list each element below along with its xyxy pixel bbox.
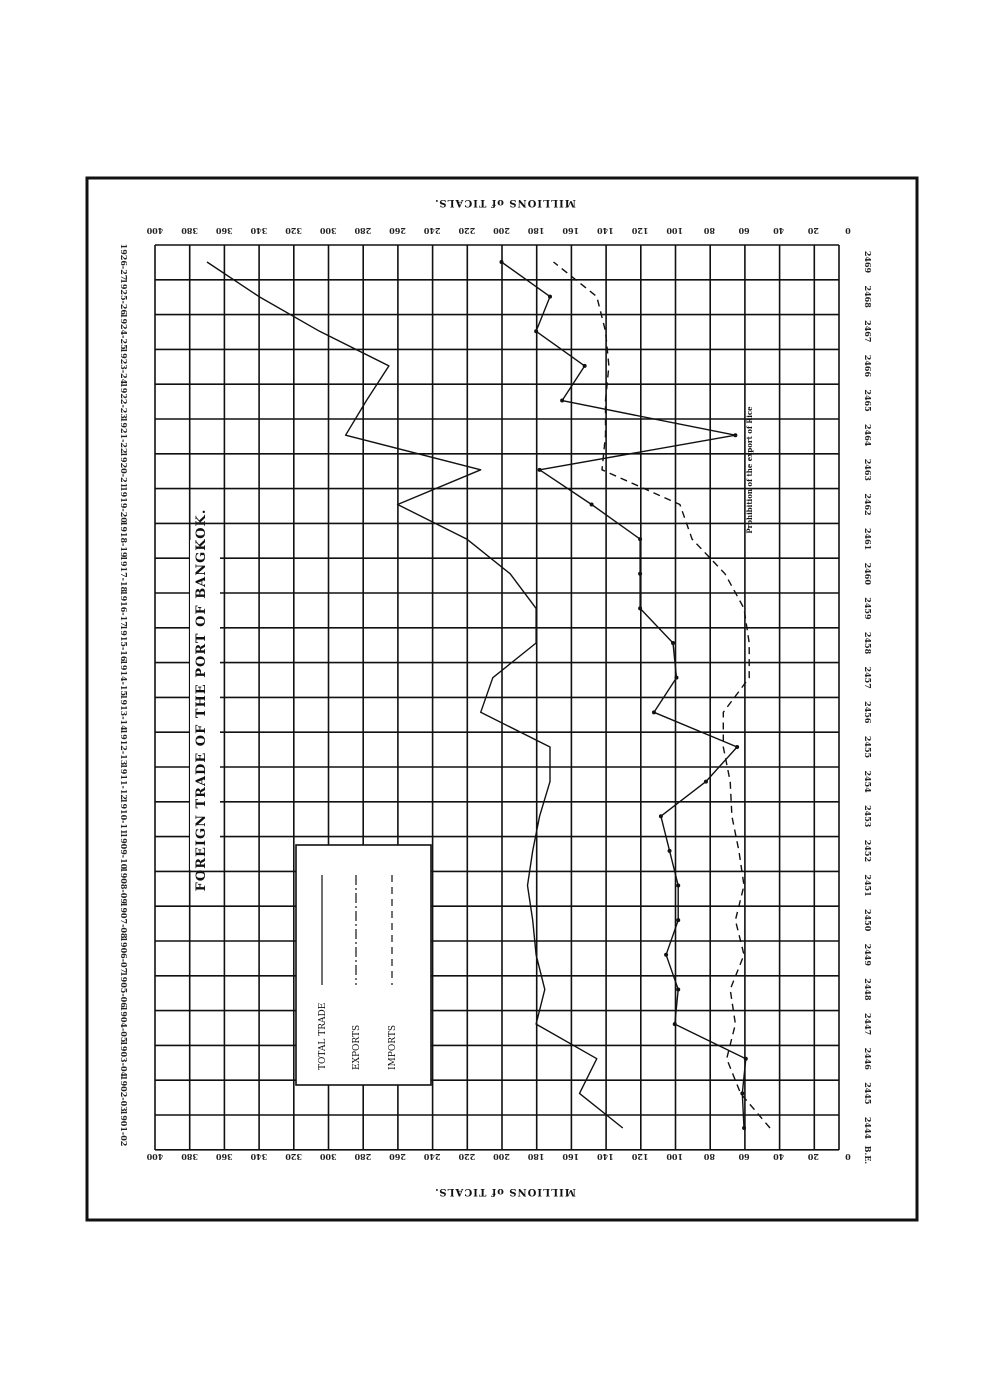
data-point <box>548 295 552 299</box>
year-label-left: 1910-11 <box>119 797 129 835</box>
bottom-tick-label: 360 <box>215 1152 233 1162</box>
data-point <box>560 399 564 403</box>
bottom-tick-label: 400 <box>146 1152 164 1162</box>
year-label-left: 1916-17 <box>119 590 129 627</box>
data-point <box>583 364 587 368</box>
year-label-right: 2466 <box>863 354 873 378</box>
year-label-left: 1909-10 <box>119 832 129 870</box>
bottom-tick-label: 80 <box>703 1152 715 1162</box>
data-point <box>652 710 656 714</box>
year-label-right: 2462 <box>863 493 873 516</box>
bottom-tick-label: 340 <box>250 1152 268 1162</box>
top-tick-label: 380 <box>181 226 199 236</box>
bottom-tick-label: 120 <box>631 1152 649 1162</box>
top-tick-label: 80 <box>703 226 715 236</box>
year-label-left: 1915-16 <box>119 624 129 662</box>
bottom-tick-label: 40 <box>773 1152 785 1162</box>
bottom-tick-label: 60 <box>738 1152 750 1162</box>
bottom-tick-label: 240 <box>423 1152 441 1162</box>
data-point <box>673 1022 677 1026</box>
bottom-tick-label: 280 <box>354 1152 372 1162</box>
data-point <box>590 502 594 506</box>
bottom-tick-label: 220 <box>458 1152 476 1162</box>
year-label-right: 2445 <box>863 1082 873 1105</box>
top-tick-label: 320 <box>285 226 302 236</box>
top-tick-label: 260 <box>389 226 406 236</box>
year-label-left: 1904-05 <box>119 1005 129 1043</box>
data-point <box>676 918 680 922</box>
data-point <box>744 1057 748 1061</box>
year-label-left: 1914-15 <box>119 659 129 697</box>
year-label-left: 1905-06 <box>119 971 129 1008</box>
year-label-left: 1906-07 <box>119 936 129 974</box>
year-label-left: 1926-27 <box>119 243 129 281</box>
top-tick-label: 360 <box>215 226 233 236</box>
rice-annotation: Prohibition of the export of Rice <box>745 406 754 534</box>
year-label-left: 1902-03 <box>119 1075 129 1112</box>
year-label-right: 2467 <box>863 320 873 343</box>
bottom-tick-label: 180 <box>527 1152 545 1162</box>
year-label-right: 2465 <box>863 389 873 412</box>
data-point <box>674 676 678 680</box>
data-point <box>538 468 542 472</box>
top-tick-label: 120 <box>631 226 649 236</box>
year-label-right: 2448 <box>863 978 873 1001</box>
year-label-right: 2464 <box>863 424 873 447</box>
chart-title: FOREIGN TRADE OF THE PORT OF BANGKOK. <box>194 508 209 892</box>
data-point <box>733 433 737 437</box>
top-tick-label: 100 <box>666 226 684 236</box>
bottom-tick-label: 200 <box>493 1152 510 1162</box>
year-label-left: 1924-25 <box>119 312 129 350</box>
year-label-right: 2451 <box>863 874 873 897</box>
legend-label-1: TOTAL TRADE <box>318 1002 328 1070</box>
era-prefix: B.E. <box>863 1145 873 1165</box>
data-point <box>676 884 680 888</box>
bottom-tick-label: 320 <box>285 1152 302 1162</box>
year-label-right: 2446 <box>863 1047 873 1070</box>
top-tick-label: 20 <box>807 226 819 236</box>
top-tick-label: 340 <box>250 226 268 236</box>
year-label-left: 1922-23 <box>119 382 129 419</box>
year-label-right: 2454 <box>863 770 873 793</box>
year-label-right: 2469 <box>863 250 873 274</box>
data-point <box>740 1091 744 1095</box>
data-point <box>534 329 538 333</box>
data-point <box>671 641 675 645</box>
data-point <box>638 606 642 610</box>
top-tick-label: 200 <box>493 226 510 236</box>
top-tick-label: 220 <box>458 226 476 236</box>
year-label-left: 1908-09 <box>119 867 129 904</box>
data-point <box>735 745 739 749</box>
year-label-right: 2457 <box>863 666 873 689</box>
year-label-left: 1920-21 <box>119 451 129 489</box>
year-label-left: 1903-04 <box>119 1040 129 1078</box>
year-label-right: 2450 <box>863 909 873 932</box>
data-point <box>500 260 504 264</box>
bottom-tick-label: 160 <box>562 1152 580 1162</box>
year-label-right: 2449 <box>863 943 873 966</box>
year-label-left: 1918-19 <box>119 520 129 558</box>
top-tick-label: 400 <box>146 226 164 236</box>
data-point <box>676 987 680 991</box>
top-tick-label: 180 <box>527 226 545 236</box>
top-tick-label: 160 <box>562 226 580 236</box>
year-label-right: 2458 <box>863 631 873 655</box>
bottom-tick-label: 100 <box>666 1152 684 1162</box>
top-tick-label: 280 <box>354 226 372 236</box>
bottom-tick-label: 260 <box>389 1152 406 1162</box>
top-tick-label: 300 <box>319 226 337 236</box>
series-line-exports <box>502 262 746 1128</box>
year-label-right: 2461 <box>863 527 873 551</box>
data-point <box>638 537 642 541</box>
data-point <box>704 780 708 784</box>
year-label-left: 1923-24 <box>119 347 129 385</box>
year-label-left: 1921-22 <box>119 416 129 454</box>
year-label-left: 1925-26 <box>119 278 129 315</box>
data-point <box>742 1126 746 1130</box>
bottom-tick-label: 0 <box>845 1152 851 1162</box>
series-line-imports <box>554 262 771 1128</box>
year-label-right: 2463 <box>863 458 873 481</box>
data-point <box>668 849 672 853</box>
year-label-right: 2460 <box>863 562 873 585</box>
year-label-right: 2452 <box>863 839 873 863</box>
year-label-right: 2459 <box>863 597 873 620</box>
year-label-right: 2444 <box>863 1116 873 1140</box>
year-label-left: 1911-12 <box>119 763 129 800</box>
year-label-right: 2455 <box>863 735 873 759</box>
legend-box <box>296 845 431 1085</box>
bottom-axis-title: MILLIONS of TICALS. <box>434 1186 576 1197</box>
legend-label-2: EXPORTS <box>352 1024 362 1070</box>
year-label-left: 1913-14 <box>119 693 129 731</box>
year-label-right: 2447 <box>863 1012 873 1036</box>
bottom-tick-label: 380 <box>181 1152 199 1162</box>
top-tick-label: 0 <box>845 226 851 236</box>
data-point <box>638 572 642 576</box>
top-tick-label: 140 <box>597 226 614 236</box>
top-tick-label: 40 <box>773 226 785 236</box>
bottom-tick-label: 300 <box>319 1152 337 1162</box>
year-label-right: 2453 <box>863 805 873 828</box>
year-label-left: 1901-02 <box>119 1109 129 1147</box>
bottom-tick-label: 20 <box>807 1152 819 1162</box>
top-tick-label: 60 <box>738 226 750 236</box>
year-label-left: 1912-13 <box>119 728 129 766</box>
year-label-left: 1919-20 <box>119 486 129 523</box>
data-point <box>659 814 663 818</box>
year-label-right: 2468 <box>863 285 873 308</box>
top-tick-label: 240 <box>423 226 441 236</box>
data-point <box>664 953 668 957</box>
top-axis-title: MILLIONS of TICALS. <box>434 197 576 208</box>
bottom-tick-label: 140 <box>597 1152 614 1162</box>
year-label-right: 2456 <box>863 701 873 724</box>
year-label-left: 1907-08 <box>119 901 129 939</box>
year-label-left: 1917-18 <box>119 555 129 593</box>
legend-label-3: IMPORTS <box>388 1025 398 1070</box>
